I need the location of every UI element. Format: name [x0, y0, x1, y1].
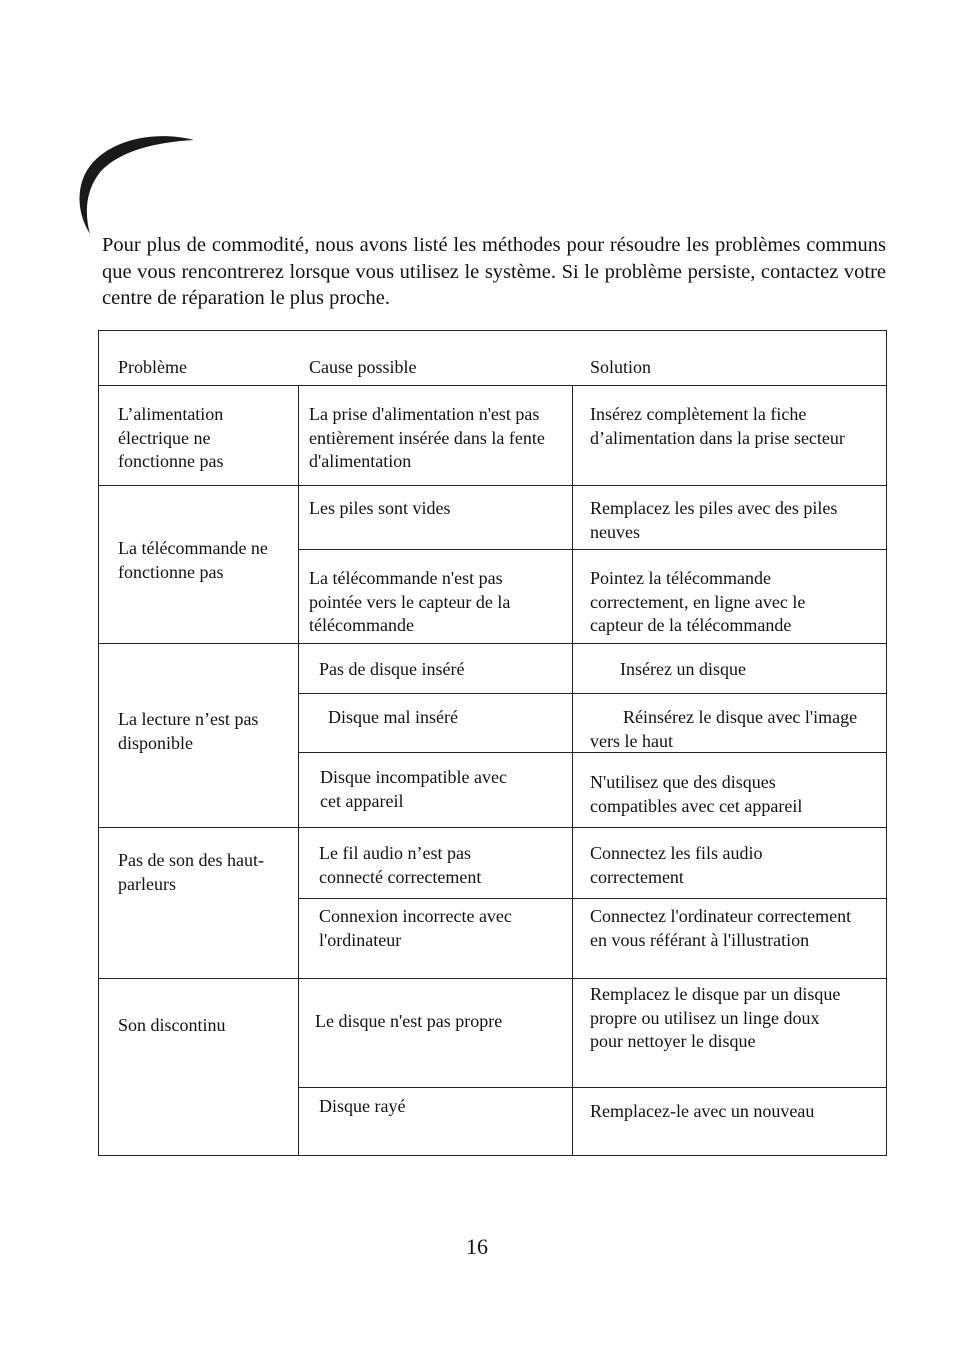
cause-cell: Le disque n'est pas propre [315, 1011, 503, 1031]
solution-cell: Insérez un disque [620, 659, 746, 679]
cause-cell: Le fil audio n’est pas connecté correctement [319, 843, 482, 887]
crescent-logo-icon [62, 122, 208, 250]
problem-power: L’alimentation électrique ne fonctionne pas [118, 404, 224, 471]
cause-cell: La prise d'alimentation n'est pas entièrement insérée dans la fente d'alimentation [309, 404, 545, 471]
solution-cell: N'utilisez que des disques compatibles avec cet appareil [590, 772, 803, 816]
problem-remote: La télécommande ne fonctionne pas [118, 538, 268, 582]
cause-cell: La télécommande n'est pas pointée vers le capteur de la télécommande [309, 568, 511, 635]
page-number: 16 [466, 1234, 488, 1259]
solution-cell: Connectez les fils audio correctement [590, 843, 763, 887]
solution-cell: Insérez complètement la fiche d’alimentation dans la prise secteur [590, 404, 845, 448]
cause-cell: Disque mal inséré [328, 707, 458, 727]
cause-cell: Disque rayé [319, 1096, 406, 1116]
cause-cell: Les piles sont vides [309, 498, 451, 518]
solution-cell: Remplacez-le avec un nouveau [590, 1101, 815, 1121]
solution-cell: Pointez la télécommande correctement, en ligne avec le capteur de la télécommande [590, 568, 806, 635]
cause-cell: Connexion incorrecte avec l'ordinateur [319, 906, 512, 950]
solution-cell: Remplacez le disque par un disque propre ou utilisez un linge doux pour nettoyer le disque [590, 984, 841, 1051]
troubleshooting-table [98, 330, 887, 1156]
solution-cell: Remplacez les piles avec des piles neuves [590, 498, 838, 542]
problem-playback: La lecture n’est pas disponible [118, 709, 259, 753]
problem-no-sound: Pas de son des haut-parleurs [118, 850, 264, 894]
cause-cell: Disque incompatible avec cet appareil [320, 767, 507, 811]
header-solution: Solution [590, 357, 652, 377]
solution-cell: Réinsérez le disque avec l'image vers le haut [590, 707, 858, 751]
intro-paragraph: Pour plus de commodité, nous avons listé les méthodes pour résoudre les problèmes communs que vous rencontrerez lorsque vous utilisez le système. Si le problème persiste, contactez votre centre de réparation le plus proche. [102, 234, 886, 309]
header-problem: Problème [118, 357, 187, 377]
header-cause: Cause possible [309, 357, 417, 377]
cause-cell: Pas de disque inséré [319, 659, 465, 679]
problem-intermittent-sound: Son discontinu [118, 1015, 226, 1035]
solution-cell: Connectez l'ordinateur correctement en vous référant à l'illustration [590, 906, 852, 950]
